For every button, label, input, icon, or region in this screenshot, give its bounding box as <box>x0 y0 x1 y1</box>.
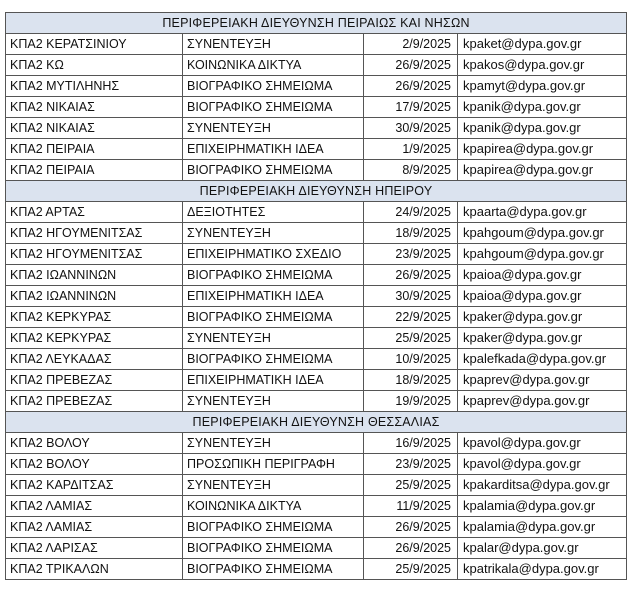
email-cell: kpavol@dypa.gov.gr <box>458 454 627 475</box>
table-row <box>6 118 627 139</box>
date-cell: 26/9/2025 <box>364 76 458 97</box>
section-title: ΠΕΡΙΦΕΡΕΙΑΚΗ ΔΙΕΥΘΥΝΣΗ ΠΕΙΡΑΙΩΣ ΚΑΙ ΝΗΣΩΝ <box>6 13 627 34</box>
email-cell: kpahgoum@dypa.gov.gr <box>458 223 627 244</box>
date-cell: 23/9/2025 <box>364 244 458 265</box>
topic-cell: ΒΙΟΓΡΑΦΙΚΟ ΣΗΜΕΙΩΜΑ <box>183 517 364 538</box>
topic-cell: ΚΟΙΝΩΝΙΚΑ ΔΙΚΤΥΑ <box>183 55 364 76</box>
topic-cell: ΕΠΙΧΕΙΡΗΜΑΤΙΚΟ ΣΧΕΔΙΟ <box>183 244 364 265</box>
table-row <box>6 202 627 223</box>
office-cell: ΚΠΑ2 ΚΕΡΚΥΡΑΣ <box>6 307 183 328</box>
email-cell: kpakarditsa@dypa.gov.gr <box>458 475 627 496</box>
office-cell: ΚΠΑ2 ΛΕΥΚΑΔΑΣ <box>6 349 183 370</box>
office-cell: ΚΠΑ2 ΒΟΛΟΥ <box>6 433 183 454</box>
topic-cell: ΕΠΙΧΕΙΡΗΜΑΤΙΚΗ ΙΔΕΑ <box>183 370 364 391</box>
email-cell: kpakos@dypa.gov.gr <box>458 55 627 76</box>
date-cell: 25/9/2025 <box>364 328 458 349</box>
date-cell: 19/9/2025 <box>364 391 458 412</box>
topic-cell: ΕΠΙΧΕΙΡΗΜΑΤΙΚΗ ΙΔΕΑ <box>183 139 364 160</box>
topic-cell: ΣΥΝΕΝΤΕΥΞΗ <box>183 34 364 55</box>
date-cell: 25/9/2025 <box>364 559 458 580</box>
email-cell: kpaprev@dypa.gov.gr <box>458 391 627 412</box>
table-row <box>6 34 627 55</box>
email-cell: kpalefkada@dypa.gov.gr <box>458 349 627 370</box>
date-cell: 17/9/2025 <box>364 97 458 118</box>
date-cell: 26/9/2025 <box>364 538 458 559</box>
email-cell: kpaioa@dypa.gov.gr <box>458 265 627 286</box>
topic-cell: ΣΥΝΕΝΤΕΥΞΗ <box>183 328 364 349</box>
table-row <box>6 139 627 160</box>
table-row <box>6 97 627 118</box>
office-cell: ΚΠΑ2 ΗΓΟΥΜΕΝΙΤΣΑΣ <box>6 223 183 244</box>
table-row <box>6 391 627 412</box>
section-header-row <box>6 412 627 433</box>
date-cell: 25/9/2025 <box>364 475 458 496</box>
office-cell: ΚΠΑ2 ΚΑΡΔΙΤΣΑΣ <box>6 475 183 496</box>
table-row <box>6 559 627 580</box>
topic-cell: ΒΙΟΓΡΑΦΙΚΟ ΣΗΜΕΙΩΜΑ <box>183 559 364 580</box>
date-cell: 2/9/2025 <box>364 34 458 55</box>
table-row <box>6 475 627 496</box>
email-cell: kpaprev@dypa.gov.gr <box>458 370 627 391</box>
email-cell: kpaarta@dypa.gov.gr <box>458 202 627 223</box>
email-cell: kpahgoum@dypa.gov.gr <box>458 244 627 265</box>
office-cell: ΚΠΑ2 ΠΡΕΒΕΖΑΣ <box>6 391 183 412</box>
email-cell: kpamyt@dypa.gov.gr <box>458 76 627 97</box>
email-cell: kpaker@dypa.gov.gr <box>458 307 627 328</box>
office-cell: ΚΠΑ2 ΚΕΡΚΥΡΑΣ <box>6 328 183 349</box>
office-cell: ΚΠΑ2 ΒΟΛΟΥ <box>6 454 183 475</box>
table-row <box>6 433 627 454</box>
office-cell: ΚΠΑ2 ΛΑΡΙΣΑΣ <box>6 538 183 559</box>
topic-cell: ΚΟΙΝΩΝΙΚΑ ΔΙΚΤΥΑ <box>183 496 364 517</box>
section-title: ΠΕΡΙΦΕΡΕΙΑΚΗ ΔΙΕΥΘΥΝΣΗ ΘΕΣΣΑΛΙΑΣ <box>6 412 627 433</box>
topic-cell: ΣΥΝΕΝΤΕΥΞΗ <box>183 475 364 496</box>
date-cell: 23/9/2025 <box>364 454 458 475</box>
topic-cell: ΒΙΟΓΡΑΦΙΚΟ ΣΗΜΕΙΩΜΑ <box>183 76 364 97</box>
office-cell: ΚΠΑ2 ΛΑΜΙΑΣ <box>6 496 183 517</box>
office-cell: ΚΠΑ2 ΤΡΙΚΑΛΩΝ <box>6 559 183 580</box>
table-row <box>6 307 627 328</box>
date-cell: 16/9/2025 <box>364 433 458 454</box>
topic-cell: ΒΙΟΓΡΑΦΙΚΟ ΣΗΜΕΙΩΜΑ <box>183 307 364 328</box>
office-cell: ΚΠΑ2 ΜΥΤΙΛΗΝΗΣ <box>6 76 183 97</box>
table-row <box>6 370 627 391</box>
office-cell: ΚΠΑ2 ΙΩΑΝΝΙΝΩΝ <box>6 265 183 286</box>
table-row <box>6 286 627 307</box>
email-cell: kpavol@dypa.gov.gr <box>458 433 627 454</box>
topic-cell: ΒΙΟΓΡΑΦΙΚΟ ΣΗΜΕΙΩΜΑ <box>183 97 364 118</box>
table-row <box>6 349 627 370</box>
date-cell: 11/9/2025 <box>364 496 458 517</box>
email-cell: kpalamia@dypa.gov.gr <box>458 517 627 538</box>
email-cell: kpalamia@dypa.gov.gr <box>458 496 627 517</box>
date-cell: 30/9/2025 <box>364 118 458 139</box>
email-cell: kpanik@dypa.gov.gr <box>458 118 627 139</box>
table-row <box>6 538 627 559</box>
date-cell: 10/9/2025 <box>364 349 458 370</box>
topic-cell: ΒΙΟΓΡΑΦΙΚΟ ΣΗΜΕΙΩΜΑ <box>183 349 364 370</box>
date-cell: 22/9/2025 <box>364 307 458 328</box>
office-cell: ΚΠΑ2 ΛΑΜΙΑΣ <box>6 517 183 538</box>
table-row <box>6 454 627 475</box>
date-cell: 26/9/2025 <box>364 265 458 286</box>
topic-cell: ΔΕΞΙΟΤΗΤΕΣ <box>183 202 364 223</box>
topic-cell: ΣΥΝΕΝΤΕΥΞΗ <box>183 223 364 244</box>
date-cell: 18/9/2025 <box>364 223 458 244</box>
date-cell: 30/9/2025 <box>364 286 458 307</box>
topic-cell: ΒΙΟΓΡΑΦΙΚΟ ΣΗΜΕΙΩΜΑ <box>183 160 364 181</box>
topic-cell: ΒΙΟΓΡΑΦΙΚΟ ΣΗΜΕΙΩΜΑ <box>183 265 364 286</box>
office-cell: ΚΠΑ2 ΚΩ <box>6 55 183 76</box>
topic-cell: ΕΠΙΧΕΙΡΗΜΑΤΙΚΗ ΙΔΕΑ <box>183 286 364 307</box>
date-cell: 26/9/2025 <box>364 55 458 76</box>
office-cell: ΚΠΑ2 ΠΕΙΡΑΙΑ <box>6 160 183 181</box>
email-cell: kpapirea@dypa.gov.gr <box>458 160 627 181</box>
schedule-table-body <box>6 13 627 580</box>
topic-cell: ΣΥΝΕΝΤΕΥΞΗ <box>183 391 364 412</box>
email-cell: kpaket@dypa.gov.gr <box>458 34 627 55</box>
office-cell: ΚΠΑ2 ΠΡΕΒΕΖΑΣ <box>6 370 183 391</box>
table-row <box>6 517 627 538</box>
topic-cell: ΠΡΟΣΩΠΙΚΗ ΠΕΡΙΓΡΑΦΗ <box>183 454 364 475</box>
email-cell: kpapirea@dypa.gov.gr <box>458 139 627 160</box>
table-row <box>6 160 627 181</box>
office-cell: ΚΠΑ2 ΝΙΚΑΙΑΣ <box>6 97 183 118</box>
table-row <box>6 328 627 349</box>
date-cell: 26/9/2025 <box>364 517 458 538</box>
section-title: ΠΕΡΙΦΕΡΕΙΑΚΗ ΔΙΕΥΘΥΝΣΗ ΗΠΕΙΡΟΥ <box>6 181 627 202</box>
office-cell: ΚΠΑ2 ΚΕΡΑΤΣΙΝΙΟΥ <box>6 34 183 55</box>
date-cell: 8/9/2025 <box>364 160 458 181</box>
date-cell: 18/9/2025 <box>364 370 458 391</box>
section-header-row <box>6 13 627 34</box>
email-cell: kpalar@dypa.gov.gr <box>458 538 627 559</box>
date-cell: 1/9/2025 <box>364 139 458 160</box>
table-row <box>6 496 627 517</box>
table-row <box>6 55 627 76</box>
office-cell: ΚΠΑ2 ΑΡΤΑΣ <box>6 202 183 223</box>
office-cell: ΚΠΑ2 ΝΙΚΑΙΑΣ <box>6 118 183 139</box>
date-cell: 24/9/2025 <box>364 202 458 223</box>
table-row <box>6 223 627 244</box>
office-cell: ΚΠΑ2 ΠΕΙΡΑΙΑ <box>6 139 183 160</box>
email-cell: kpatrikala@dypa.gov.gr <box>458 559 627 580</box>
topic-cell: ΣΥΝΕΝΤΕΥΞΗ <box>183 433 364 454</box>
topic-cell: ΣΥΝΕΝΤΕΥΞΗ <box>183 118 364 139</box>
office-cell: ΚΠΑ2 ΗΓΟΥΜΕΝΙΤΣΑΣ <box>6 244 183 265</box>
schedule-table <box>5 12 627 580</box>
table-row <box>6 265 627 286</box>
email-cell: kpaker@dypa.gov.gr <box>458 328 627 349</box>
office-cell: ΚΠΑ2 ΙΩΑΝΝΙΝΩΝ <box>6 286 183 307</box>
email-cell: kpaioa@dypa.gov.gr <box>458 286 627 307</box>
topic-cell: ΒΙΟΓΡΑΦΙΚΟ ΣΗΜΕΙΩΜΑ <box>183 538 364 559</box>
email-cell: kpanik@dypa.gov.gr <box>458 97 627 118</box>
table-row <box>6 76 627 97</box>
table-row <box>6 244 627 265</box>
section-header-row <box>6 181 627 202</box>
